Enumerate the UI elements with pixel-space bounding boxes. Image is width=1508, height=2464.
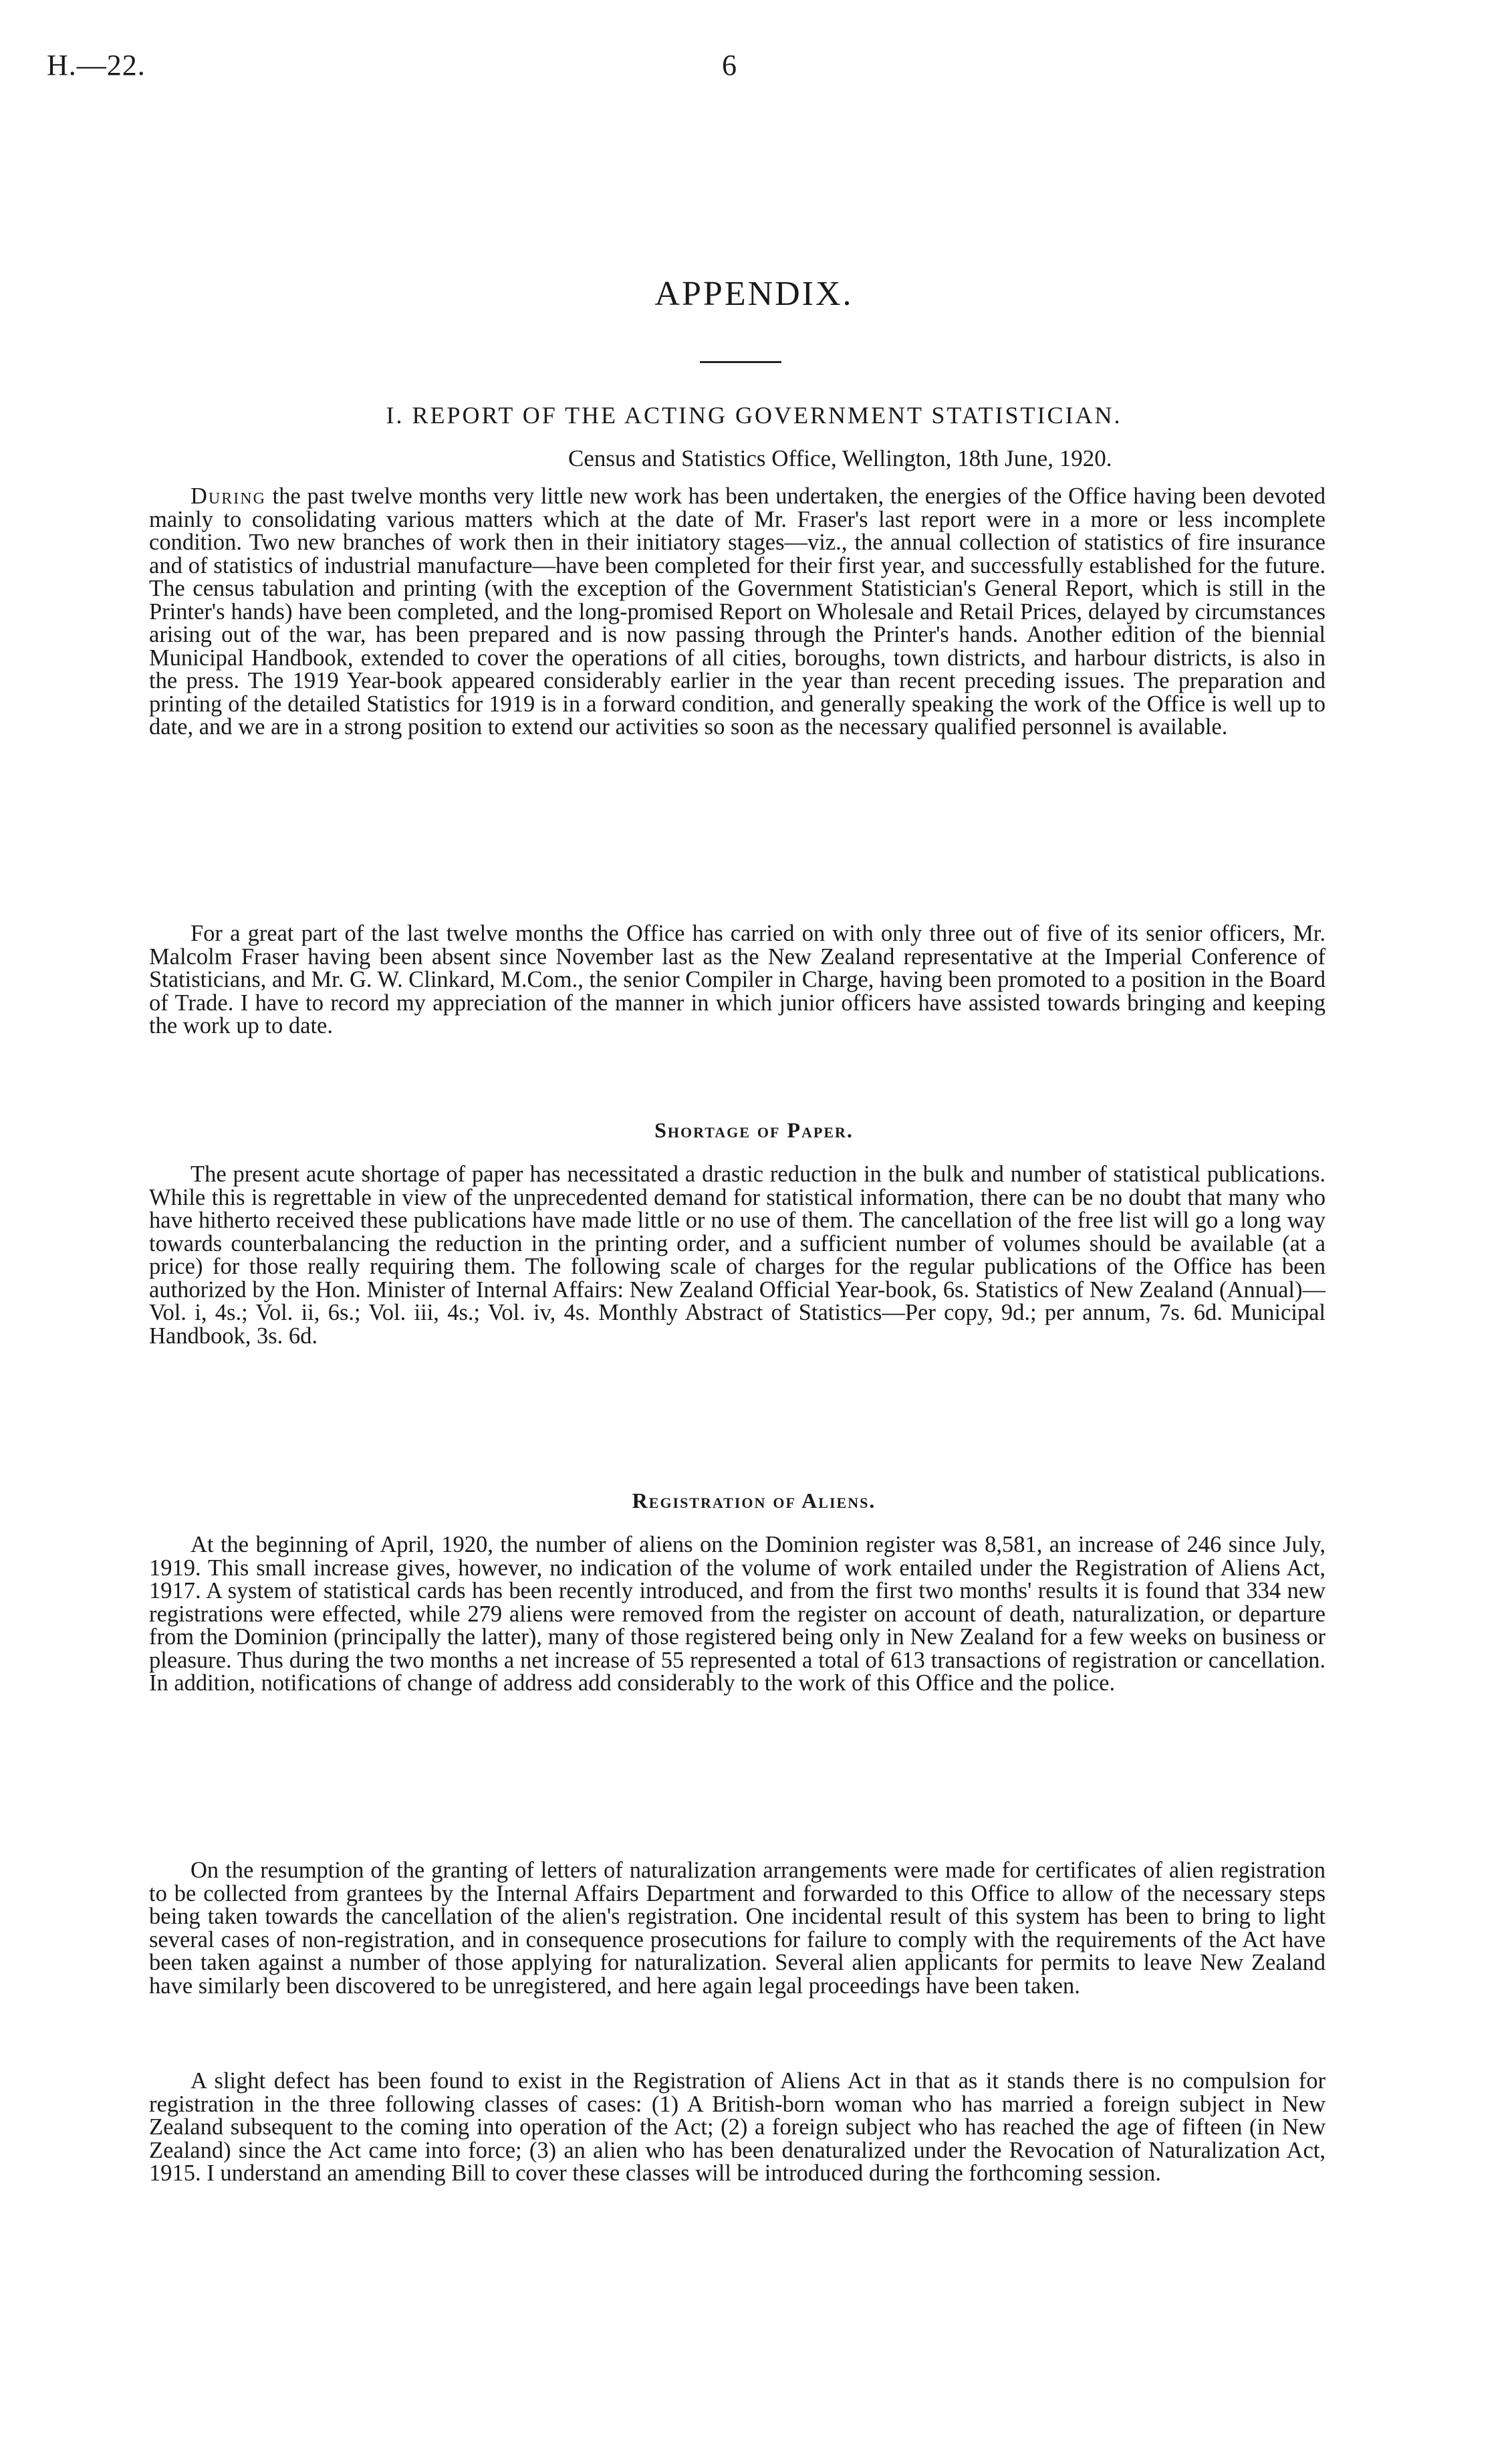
subheading-registration-of-aliens: Registration of Aliens.: [632, 1488, 876, 1513]
paragraph-intro-text: the past twelve months very little new work has been undertaken, the energies of the Office having been devoted mainly to consolidating various matters which at the date of Mr. Fraser's last report were in a more or less incomplete condition. Two new branches of work then in their initiatory stages—viz., the annual collection of statistics of fire insurance and of statistics of industrial manufacture—have been completed for their first year, and successfully established for the future. The census tabulation and printing (with the exception of the Government Statistician's General Report, which is still in the Printer's hands) have been completed, and the long-promised Report on Wholesale and Retail Prices, delayed by circumstances arising out of the war, has been prepared and is now passing through the Printer's hands. Another edition of the biennial Municipal Handbook, extended to cover the operations of all cities, boroughs, town districts, and harbour districts, is also in the press. The 1919 Year-book appeared considerably earlier in the year than recent preceding issues. The preparation and printing of the detailed Statistics for 1919 is in a forward condition, and generally speaking the work of the Office is well up to date, and we are in a strong position to extend our activities so soon as the necessary qualified personnel is available.: [149, 483, 1326, 740]
page-number: 6: [722, 49, 737, 82]
paragraph-paper-shortage: The present acute shortage of paper has necessitated a drastic reduction in the bulk and number of statistical publications. While this is regrettable in view of the unprecedented demand for statistical information, there can be no doubt that many who have hitherto received these publications have made little or no use of them. The cancellation of the free list will go a long way towards counterbalancing the reduction in the printing order, and a sufficient number of volumes should be available (at a price) for those really requiring them. The following scale of charges for the regular publications of the Office has been authorized by the Hon. Minister of Internal Affairs: New Zealand Official Year-book, 6s. Statistics of New Zealand (Annual)—Vol. i, 4s.; Vol. ii, 6s.; Vol. iii, 4s.; Vol. iv, 4s. Monthly Abstract of Statistics—Per copy, 9d.; per annum, 7s. 6d. Municipal Handbook, 3s. 6d.: [149, 1161, 1326, 1349]
paragraph-intro: [149, 485, 1326, 739]
document-code: H.—22.: [47, 49, 146, 82]
subheading-shortage-of-paper: Shortage of Paper.: [654, 1118, 854, 1142]
page-header: [47, 48, 1461, 88]
paragraph-staff: For a great part of the last twelve months the Office has carried on with only three out of five of its senior officers, Mr. Malcolm Fraser having been absent since November last as the New Zealand representative at the Imperial Conference of Statisticians, and Mr. G. W. Clinkard, M.Com., the senior Compiler in Charge, having been promoted to a position in the Board of Trade. I have to record my appreciation of the manner in which junior officers have assisted towards bringing and keeping the work up to date.: [149, 921, 1326, 1038]
title-divider: [700, 361, 781, 363]
paragraph-naturalization: On the resumption of the granting of letters of naturalization arrangements were made for certificates of alien registration to be collected from grantees by the Internal Affairs Department and forwarded to this Office to allow of the necessary steps being taken towards the cancellation of the alien's registration. One incidental result of this system has been to bring to light several cases of non-registration, and in consequence prosecutions for failure to comply with the requirements of the Act have been taken against a number of those applying for naturalization. Several alien applicants for permits to leave New Zealand have similarly been discovered to be unregistered, and here again legal proceedings have been taken.: [149, 1858, 1326, 1999]
section-heading: I. REPORT OF THE ACTING GOVERNMENT STATISTICIAN.: [386, 402, 1122, 429]
paragraph-lead-in: During: [191, 483, 266, 509]
paragraph-aliens-register: At the beginning of April, 1920, the number of aliens on the Dominion register was 8,581, an increase of 246 since July, 1919. This small increase gives, however, no indication of the volume of work entailed under the Registration of Aliens Act, 1917. A system of statistical cards has been recently introduced, and from the first two months' results it is found that 334 new registrations were effected, while 279 aliens were removed from the register on account of death, naturalization, or departure from the Dominion (principally the latter), many of those registered being only in New Zealand for a few weeks on business or pleasure. Thus during the two months a net increase of 55 represented a total of 613 transactions of registration or cancellation. In addition, notifications of change of address add considerably to the work of this Office and the police.: [149, 1532, 1326, 1696]
page-title: APPENDIX.: [654, 275, 854, 313]
paragraph-act-defect: A slight defect has been found to exist in the Registration of Aliens Act in that as it stands there is no compulsion for registration in the three following classes of cases: (1) A British-born woman who has married a foreign subject in New Zealand subsequent to the coming into operation of the Act; (2) a foreign subject who has reached the age of fifteen (in New Zealand) since the Act came into force; (3) an alien who has been denaturalized under the Revocation of Naturalization Act, 1915. I understand an amending Bill to cover these classes will be introduced during the forthcoming session.: [149, 2068, 1326, 2186]
dateline: Census and Statistics Office, Wellington, 18th June, 1920.: [568, 445, 1112, 471]
